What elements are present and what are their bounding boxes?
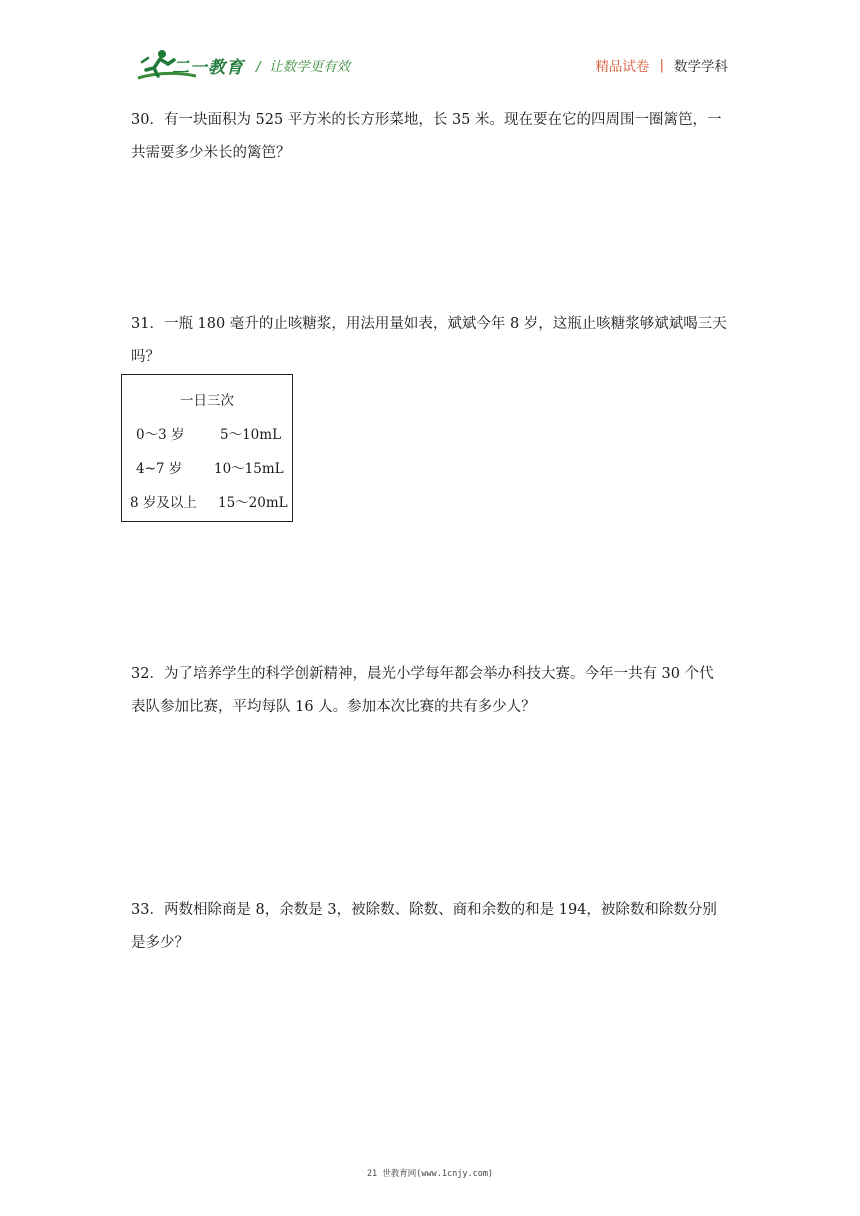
question-30: [131, 104, 731, 170]
slogan-separator: /: [256, 59, 261, 75]
question-33: [131, 894, 731, 960]
dosage-amount: 10～15mL: [214, 461, 284, 477]
header-right: [595, 55, 728, 75]
question-line: 表队参加比赛，平均每队 16 人。参加本次比赛的共有多少人？: [131, 699, 536, 715]
question-line: 31．一瓶 180 毫升的止咳糖浆，用法用量如表，斌斌今年 8 岁，这瓶止咳糖浆够斌斌喝三天: [131, 316, 727, 332]
dosage-age: 0～3 岁: [136, 427, 185, 443]
question-line: 32．为了培养学生的科学创新精神，晨光小学每年都会举办科技大赛。今年一共有 30 个代: [131, 666, 714, 682]
dosage-age: 8 岁及以上: [130, 495, 197, 511]
question-line: 共需要多少米长的篱笆？: [131, 145, 291, 161]
question-31: [131, 308, 731, 374]
question-line: 是多少？: [131, 935, 189, 951]
subject-label: 数学学科: [674, 59, 728, 75]
question-line: 吗？: [131, 349, 160, 365]
question-line: 33．两数相除商是 8，余数是 3，被除数、除数、商和余数的和是 194，被除数和除数分别: [131, 902, 717, 918]
brand-name: 二一教育: [172, 58, 244, 78]
slogan-text: 让数学更有效: [269, 59, 351, 75]
dosage-amount: 15～20mL: [218, 495, 288, 511]
dosage-age: 4~7 岁: [136, 461, 183, 477]
slogan: [256, 55, 350, 75]
header-divider: |: [659, 57, 664, 73]
page-footer: 21 世教育网(www.1cnjy.com): [366, 1169, 494, 1179]
dosage-title: 一日三次: [180, 393, 234, 409]
quality-badge: 精品试卷: [595, 59, 650, 75]
dosage-amount: 5～10mL: [220, 427, 282, 443]
question-32: [131, 658, 731, 724]
dosage-table: [121, 374, 293, 522]
question-line: 30．有一块面积为 525 平方米的长方形菜地，长 35 米。现在要在它的四周围一圈篱笆，一: [131, 112, 722, 128]
page-header: [0, 0, 860, 90]
